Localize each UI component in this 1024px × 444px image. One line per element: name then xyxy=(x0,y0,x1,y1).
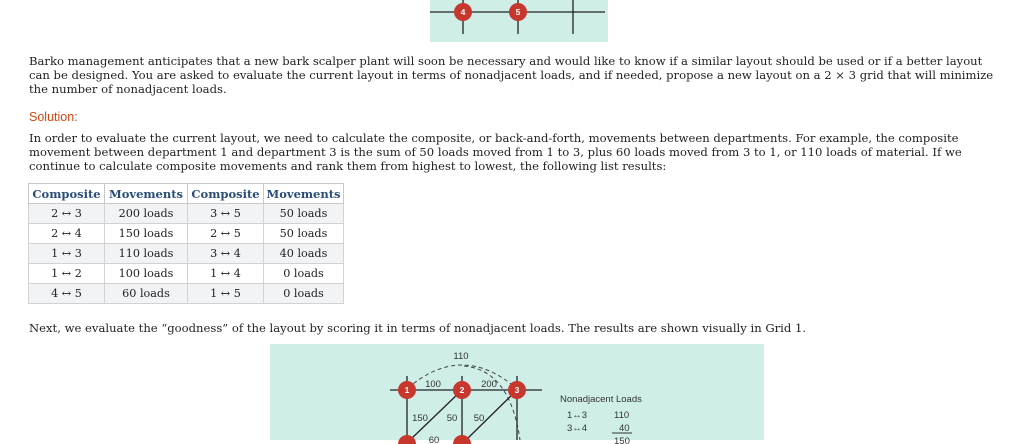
next-paragraph: Next, we evaluate the “goodness” of the layout by scoring it in terms of nonadjacent loads. The results are shown visually in Grid 1. xyxy=(29,321,807,335)
table-row xyxy=(29,284,344,304)
table-cell: 0 loads xyxy=(264,284,344,304)
legend-title: Nonadjacent Loads xyxy=(560,394,642,405)
composite-movements-table xyxy=(28,183,344,304)
node-5 xyxy=(509,3,527,21)
table-header-row xyxy=(29,184,344,204)
edge-label-2-4: 150 xyxy=(412,413,428,424)
header-composite: Composite xyxy=(29,184,105,204)
table-row xyxy=(29,204,344,224)
legend-pair: 1↔3 xyxy=(567,410,588,421)
svg-text:1: 1 xyxy=(404,385,410,395)
svg-text:5: 5 xyxy=(515,7,521,17)
table-row xyxy=(29,244,344,264)
grid-1-figure xyxy=(270,344,764,444)
top-layout-figure xyxy=(430,0,608,42)
solution-paragraph: In order to evaluate the current layout, we need to calculate the composite, or back-and-forth, movements between departments. For example, the composite movement between department 1 and department 3 is the sum of 50 loads moved from 1 to 3, plus 60 loads moved from 3 to 1, or 110 loads of material. If we continue to calculate composite movements and rank them from highest to lowest, the following list results: xyxy=(29,131,962,173)
intro-paragraph: Barko management anticipates that a new bark scalper plant will soon be necessary and would like to know if a similar layout should be used or if a better layout can be designed. You are asked to evaluate the current layout in terms of nonadjacent loads, and if needed, propose a new layout on a 2 × 3 grid that will minimize the number of nonadjacent loads. xyxy=(29,54,994,96)
edge-label-3-5: 50 xyxy=(473,413,485,424)
svg-text:3: 3 xyxy=(514,385,520,395)
svg-text:2: 2 xyxy=(459,385,465,395)
table-cell: 3 ↔ 4 xyxy=(188,244,264,264)
header-movements: Movements xyxy=(264,184,344,204)
legend-value: 110 xyxy=(614,410,630,421)
table-cell: 60 loads xyxy=(105,284,188,304)
table-cell: 200 loads xyxy=(105,204,188,224)
table-row xyxy=(29,264,344,284)
header-composite: Composite xyxy=(188,184,264,204)
legend-value: 40 xyxy=(619,423,630,434)
node-1 xyxy=(398,381,416,399)
legend-pair: 3↔4 xyxy=(567,423,588,434)
node-3 xyxy=(508,381,526,399)
edge-label-1-3: 110 xyxy=(453,351,469,362)
table-cell: 2 ↔ 5 xyxy=(188,224,264,244)
node-2 xyxy=(453,381,471,399)
nonadjacent-loads-legend xyxy=(560,394,642,444)
table-cell: 1 ↔ 5 xyxy=(188,284,264,304)
svg-text:4: 4 xyxy=(460,7,466,17)
edge-label-2-3: 200 xyxy=(481,379,497,390)
edge-label-1-2: 100 xyxy=(425,379,441,390)
table-cell: 3 ↔ 5 xyxy=(188,204,264,224)
node-4 xyxy=(454,3,472,21)
table-cell: 4 ↔ 5 xyxy=(29,284,105,304)
table-cell: 50 loads xyxy=(264,224,344,244)
table-cell: 2 ↔ 3 xyxy=(29,204,105,224)
table-cell: 110 loads xyxy=(105,244,188,264)
table-row xyxy=(29,224,344,244)
solution-heading: Solution: xyxy=(29,110,78,124)
table-cell: 150 loads xyxy=(105,224,188,244)
table-cell: 1 ↔ 2 xyxy=(29,264,105,284)
table-cell: 0 loads xyxy=(264,264,344,284)
edge-label-2-5: 50 xyxy=(446,413,458,424)
table-cell: 1 ↔ 3 xyxy=(29,244,105,264)
table-cell: 40 loads xyxy=(264,244,344,264)
table-cell: 2 ↔ 4 xyxy=(29,224,105,244)
header-movements: Movements xyxy=(105,184,188,204)
legend-total: 150 xyxy=(614,436,630,444)
table-cell: 50 loads xyxy=(264,204,344,224)
table-cell: 1 ↔ 4 xyxy=(188,264,264,284)
table-cell: 100 loads xyxy=(105,264,188,284)
edge-label-4-5: 60 xyxy=(428,435,440,444)
